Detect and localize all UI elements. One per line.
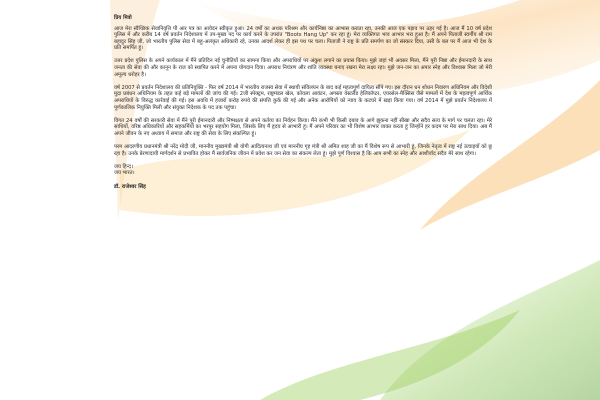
paragraph-4: विगत 24 वर्षों की सरकारी सेवा में मैंने पूरी ईमानदारी और निष्पक्षता से अपने कर्तव्य का निर्वहन किया। मैंने कभी भी किसी दबाव के आगे झुकना नहीं सीखा और सदैव सत्य के मार्ग पर चलता रहा। मेरे साथियों, वरिष्ठ अधिकारियों और सहकर्मियों का भरपूर सहयोग मिला, जिसके लिए मैं हृदय से आभारी हूं। मैं अपने परिवार का भी विशेष आभार व्यक्त करता हूं जिन्होंने हर कदम पर मेरा साथ दिया। अब मैं अपने जीवन के नए अध्याय में समाज और राष्ट्र की सेवा के लिए संकल्पित हूं। [114, 117, 492, 137]
paragraph-5: परम आदरणीय प्रधानमंत्री श्री नरेंद्र मोदी जी, माननीय मुख्यमंत्री श्री योगी आदित्यनाथ जी एवं माननीय गृह मंत्री श्री अमित शाह जी का मैं विशेष रूप से आभारी हूं, जिनके नेतृत्व में राष्ट्र नई ऊंचाइयों को छू रहा है। उनके प्रेरणादायी मार्गदर्शन से प्रभावित होकर मैं सार्वजनिक जीवन में प्रवेश कर जन सेवा का संकल्प लेता हूं। मुझे पूर्ण विश्वास है कि आप सभी का स्नेह और आशीर्वाद सदैव मेरे साथ रहेगा। [114, 143, 492, 157]
salutation: प्रिय मित्रो [114, 15, 132, 21]
paragraph-3: वर्ष 2007 से प्रवर्तन निदेशालय की प्रतिनियुक्ति - फिर वर्ष 2014 में भारतीय राजस्व सेवा में स्थायी संविलयन के बाद कई महत्वपूर्ण दायित्व सौंपे गए। इस दौरान धन शोधन निवारण अधिनियम और विदेशी मुद्रा प्रबंधन अधिनियम के तहत कई बड़े मामलों की जांच की गई। 2जी स्पेक्ट्रम, राष्ट्रमंडल खेल, कोयला आवंटन, अगस्ता वेस्टलैंड हेलिकॉप्टर, एयरसेल-मैक्सिस जैसे मामलों में देश के महत्वपूर्ण आर्थिक अपराधियों के विरुद्ध कार्रवाई की गई। इस अवधि में हजारों करोड़ रुपये की संपत्ति कुर्क की गई और अनेक आरोपियों को न्याय के कटघरे में खड़ा किया गया। वर्ष 2014 में मुझे प्रवर्तन निदेशालय में पूर्णकालिक नियुक्ति मिली और संयुक्त निदेशक के पद तक पहुंचा। [114, 84, 492, 111]
signature: डॉ. राजेश्वर सिंह [114, 183, 146, 190]
paragraph-1: आज मेरा स्वैच्छिक सेवानिवृत्ति पी आर पत्र का आवेदन स्वीकृत हुआ। 24 वर्षों का अथक परिश्रम और कार्यनिष्ठा का आभास कराता रहा, उनकी आज एक पड़ाव पर ठहर गई है। आज मैं 10 वर्ष प्रदेश पुलिस में और करीब 14 वर्ष प्रवर्तन निदेशालय में उप-मुख्य पद पर कार्य करने के उपरांत "Boots Hang Up" कर रहा हूं। मेरा व्यक्तिगत भाव आभार भरा हुआ है। मैं अपने पिताजी स्वर्गीय श्री राम बहादुर सिंह जी, जो भारतीय पुलिस सेवा में बहु-अलंकृत अधिकारी रहे, उनका आदर्श लेकर ही इस पथ पर चला। पिताजी ने राष्ट्र के प्रति समर्पण का जो संस्कार दिया, उसी के बल पर मैं आज भी देश के प्रति समर्पित हूं। [114, 25, 492, 52]
closing-block [114, 164, 492, 177]
paragraph-2: उत्तर प्रदेश पुलिस के अपने कार्यकाल में मैंने प्रतिदिन नई चुनौतियों का सामना किया और अपराधियों पर अंकुश लगाने का प्रयास किया। मुझे जहां भी अवसर मिला, मैंने पूरी निष्ठा और ईमानदारी के साथ जनता की सेवा की और कानून के राज को स्थापित करने में अपना योगदान दिया। अपराध नियंत्रण और शांति व्यवस्था बनाए रखना मेरा लक्ष्य रहा। मुझे जन-जन का अपार स्नेह और विश्वास मिला जो मेरी अमूल्य धरोहर है। [114, 58, 492, 78]
closing-jai-hind: जय हिन्द। [114, 163, 133, 170]
closing-jai-bharat: जय भारत। [114, 170, 135, 177]
letter-body [114, 15, 492, 197]
